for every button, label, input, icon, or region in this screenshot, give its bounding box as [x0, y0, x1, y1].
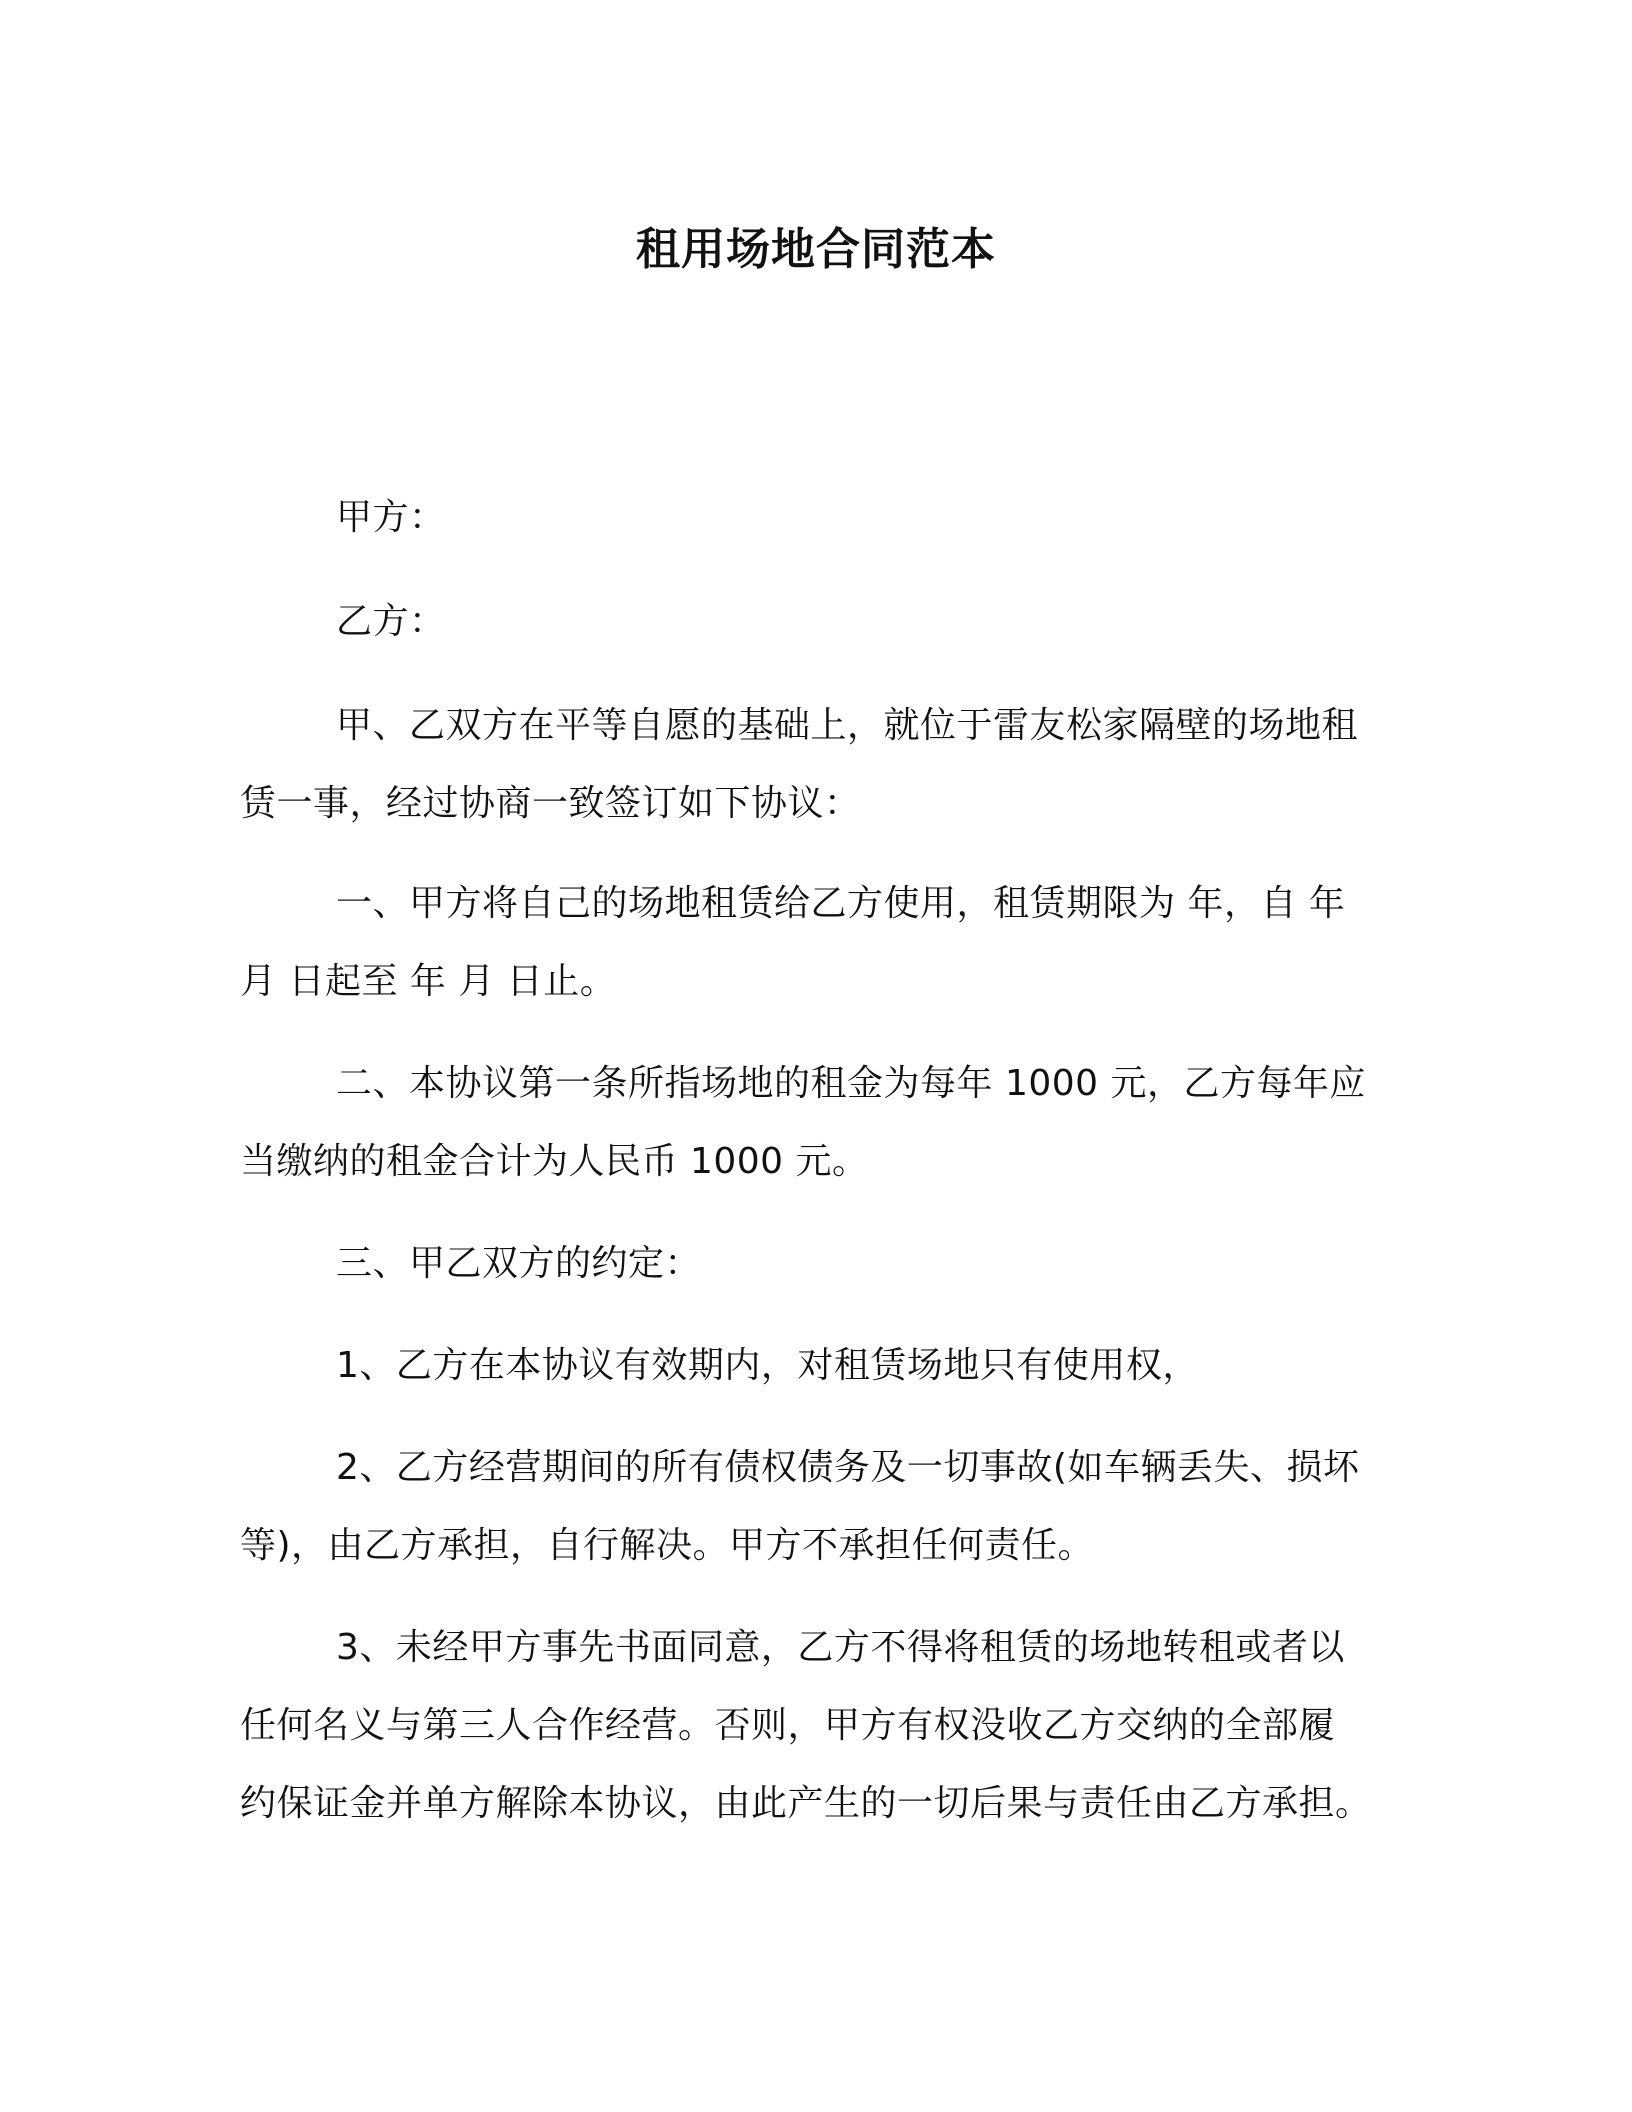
clause-1-line-1: 一、甲方将自己的场地租赁给乙方使用，租赁期限为 年，自 年: [336, 883, 1346, 924]
intro-line-2: 赁一事，经过协商一致签订如下协议：: [240, 783, 861, 824]
item-3-line-2: 任何名义与第三人合作经营。否则，甲方有权没收乙方交纳的全部履: [240, 1705, 1336, 1746]
document-title: 租用场地合同范本: [636, 224, 996, 275]
item-1: 1、乙方在本协议有效期内，对租赁场地只有使用权，: [336, 1345, 1199, 1386]
clause-1-line-2: 月 日起至 年 月 日止。: [240, 961, 617, 1002]
clause-2-line-1: 二、本协议第一条所指场地的租金为每年 1000 元，乙方每年应: [336, 1063, 1367, 1104]
party-b-label: 乙方：: [336, 601, 446, 642]
clause-3-heading: 三、甲乙双方的约定：: [336, 1243, 702, 1284]
item-2-line-1: 2、乙方经营期间的所有债权债务及一切事故(如车辆丢失、损坏: [336, 1447, 1360, 1488]
intro-line-1: 甲、乙双方在平等自愿的基础上，就位于雷友松家隔壁的场地租: [336, 705, 1359, 746]
clause-2-line-2: 当缴纳的租金合计为人民币 1000 元。: [240, 1141, 869, 1182]
party-a-label: 甲方：: [336, 497, 446, 538]
item-3-line-3: 约保证金并单方解除本协议，由此产生的一切后果与责任由乙方承担。: [240, 1783, 1372, 1824]
item-2-line-2: 等)，由乙方承担，自行解决。甲方不承担任何责任。: [240, 1525, 1095, 1566]
item-3-line-1: 3、未经甲方事先书面同意，乙方不得将租赁的场地转租或者以: [336, 1627, 1345, 1668]
